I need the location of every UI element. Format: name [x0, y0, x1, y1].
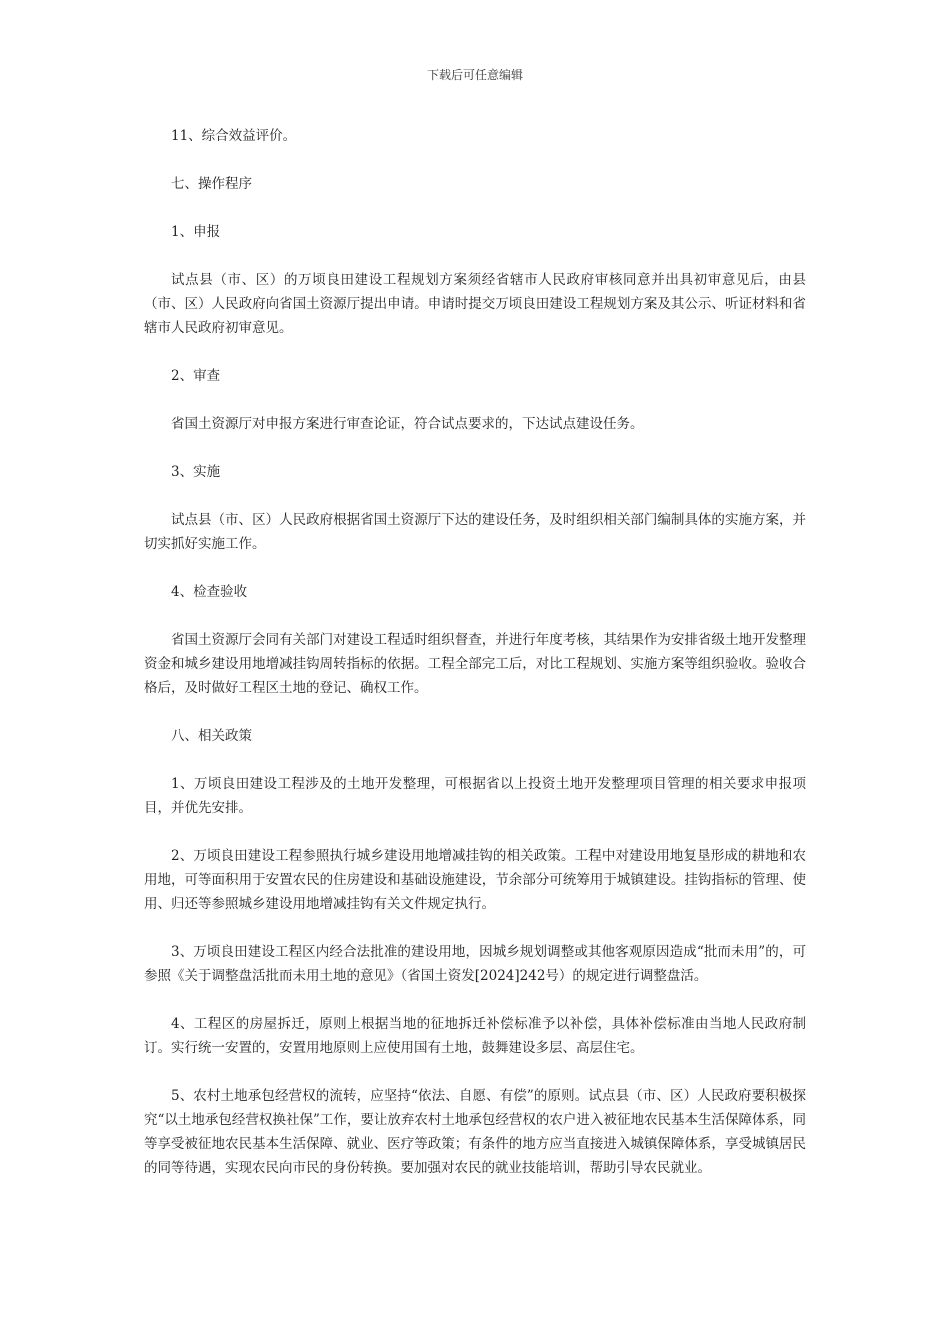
- document-body: [144, 124, 806, 1204]
- implementation-paragraph: 试点县（市、区）人民政府根据省国土资源厅下达的建设任务，及时组织相关部门编制具体的实施方案，并切实抓好实施工作。: [144, 512, 806, 552]
- policy-4-paragraph: 4、工程区的房屋拆迁，原则上根据当地的征地拆迁补偿标准予以补偿，具体补偿标准由当地人民政府制订。实行统一安置的，安置用地原则上应使用国有土地，鼓舞建设多层、高层住宅。: [144, 1016, 806, 1056]
- subsection-review-heading: 2、审查: [171, 368, 221, 384]
- section-7-heading: 七、操作程序: [171, 176, 252, 192]
- item-11-heading: 11、综合效益评价。: [171, 128, 297, 144]
- policy-1-paragraph: 1、万顷良田建设工程涉及的土地开发整理，可根据省以上投资土地开发整理项目管理的相关要求申报项目，并优先安排。: [144, 776, 806, 816]
- application-paragraph: 试点县（市、区）的万顷良田建设工程规划方案须经省辖市人民政府审核同意并出具初审意见后，由县（市、区）人民政府向省国土资源厅提出申请。申请时提交万顷良田建设工程规划方案及其公示、听证材料和省辖市人民政府初审意见。: [144, 272, 806, 336]
- acceptance-paragraph: 省国土资源厅会同有关部门对建设工程适时组织督查，并进行年度考核，其结果作为安排省级土地开发整理资金和城乡建设用地增减挂钩周转指标的依据。工程全部完工后，对比工程规划、实施方案等组织验收。验收合格后，及时做好工程区土地的登记、确权工作。: [144, 632, 806, 696]
- policy-2-paragraph: 2、万顷良田建设工程参照执行城乡建设用地增减挂钩的相关政策。工程中对建设用地复垦形成的耕地和农用地，可等面积用于安置农民的住房建设和基础设施建设，节余部分可统筹用于城镇建设。挂钩指标的管理、使用、归还等参照城乡建设用地增减挂钩有关文件规定执行。: [144, 848, 806, 912]
- subsection-implementation-heading: 3、实施: [171, 464, 221, 480]
- policy-3-paragraph: 3、万顷良田建设工程区内经合法批准的建设用地，因城乡规划调整或其他客观原因造成“批而未用”的，可参照《关于调整盘活批而未用土地的意见》（省国土资发[2024]242号）的规定进行调整盘活。: [144, 944, 806, 984]
- subsection-application-heading: 1、申报: [171, 224, 221, 240]
- subsection-acceptance-heading: 4、检查验收: [171, 584, 248, 600]
- policy-5-paragraph: 5、农村土地承包经营权的流转，应坚持“依法、自愿、有偿”的原则。试点县（市、区）人民政府要积极探究“以土地承包经营权换社保”工作，要让放弃农村土地承包经营权的农户进入被征地农民基本生活保障体系，同等享受被征地农民基本生活保障、就业、医疗等政策；有条件的地方应当直接进入城镇保障体系，享受城镇居民的同等待遇，实现农民向市民的身份转换。要加强对农民的就业技能培训，帮助引导农民就业。: [144, 1088, 806, 1176]
- page-header: 下载后可任意编辑: [426, 68, 523, 82]
- section-8-heading: 八、相关政策: [171, 728, 252, 744]
- review-paragraph: 省国土资源厅对申报方案进行审查论证，符合试点要求的，下达试点建设任务。: [171, 416, 644, 432]
